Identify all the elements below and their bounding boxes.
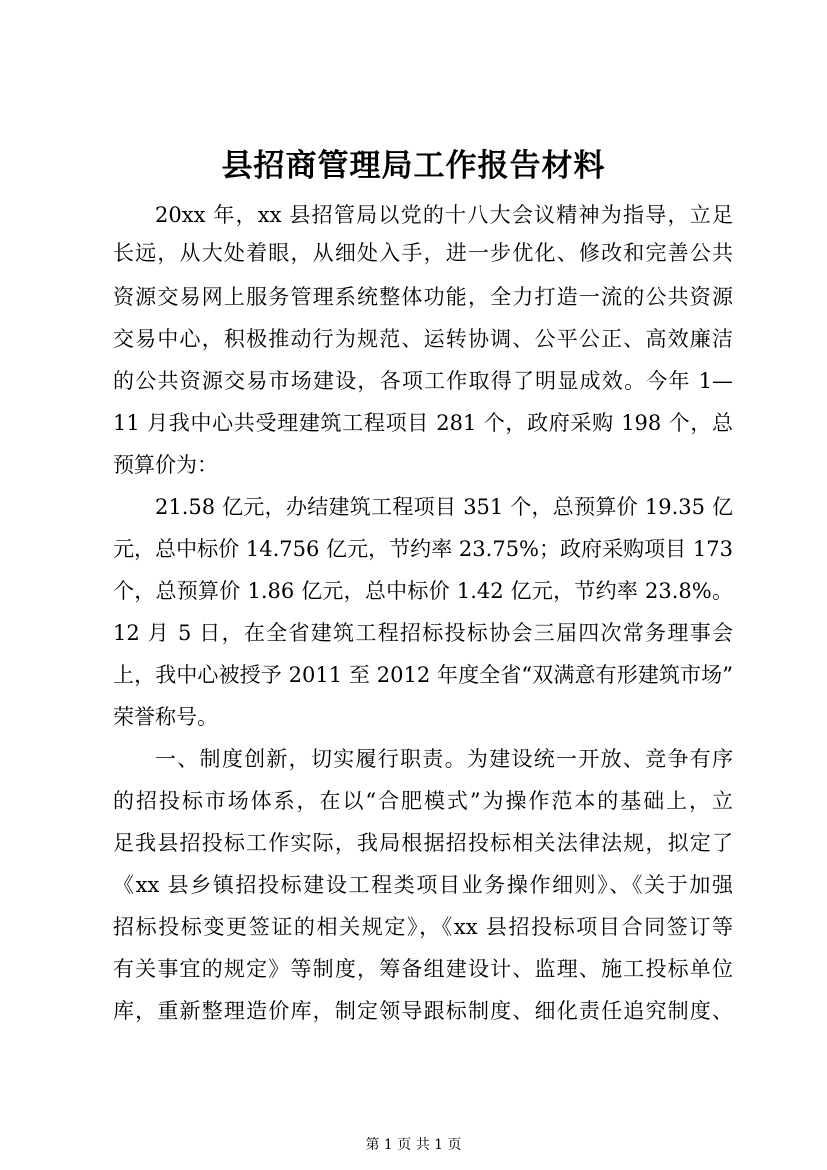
page-footer: 第 1 页 共 1 页 xyxy=(365,1137,462,1153)
paragraph-line: 一、制度创新，切实履行职责。为建设统一开放、竞争有序 xyxy=(155,747,733,771)
paragraph-line: 足我县招投标工作实际，我局根据招投标相关法律法规，拟定了 xyxy=(113,831,733,855)
paragraph-line: 长远，从大处着眼，从细处入手，进一步优化、修改和完善公共 xyxy=(113,241,733,265)
paragraph-line: 有关事宜的规定》等制度，筹备组建设计、监理、施工投标单位 xyxy=(113,957,733,981)
paragraph-line: 交易中心，积极推动行为规范、运转协调、公平公正、高效廉洁 xyxy=(113,327,733,351)
paragraph-line: 荣誉称号。 xyxy=(113,705,218,729)
paragraph-line: 20xx 年，xx 县招管局以党的十八大会议精神为指导，立足 xyxy=(155,203,733,227)
paragraph-line: 资源交易网上服务管理系统整体功能，全力打造一流的公共资源 xyxy=(113,285,733,309)
paragraph-line: 上，我中心被授予 2011 至 2012 年度全省“双满意有形建筑市场” xyxy=(113,663,733,687)
paragraph-line: 库，重新整理造价库，制定领导跟标制度、细化责任追究制度、 xyxy=(113,999,733,1023)
paragraph-line: 预算价为： xyxy=(113,453,218,477)
paragraph-line: 《xx 县乡镇招投标建设工程类项目业务操作细则》、《关于加强 xyxy=(113,873,733,897)
paragraph-line: 的公共资源交易市场建设，各项工作取得了明显成效。今年 1— xyxy=(113,369,733,393)
paragraph-line: 21.58 亿元，办结建筑工程项目 351 个，总预算价 19.35 亿 xyxy=(155,495,733,519)
paragraph-line: 11 月我中心共受理建筑工程项目 281 个，政府采购 198 个，总 xyxy=(113,411,733,435)
paragraph-line: 的招投标市场体系，在以“合肥模式”为操作范本的基础上，立 xyxy=(113,789,733,813)
paragraph-line: 12 月 5 日，在全省建筑工程招标投标协会三届四次常务理事会 xyxy=(113,621,733,645)
paragraph-line: 招标投标变更签证的相关规定》，《xx 县招投标项目合同签订等 xyxy=(113,915,733,939)
paragraph-line: 个，总预算价 1.86 亿元，总中标价 1.42 亿元，节约率 23.8%。 xyxy=(113,579,733,603)
document-title: 县招商管理局工作报告材料 xyxy=(221,148,606,184)
paragraph-line: 元，总中标价 14.756 亿元，节约率 23.75%；政府采购项目 173 xyxy=(113,537,733,561)
